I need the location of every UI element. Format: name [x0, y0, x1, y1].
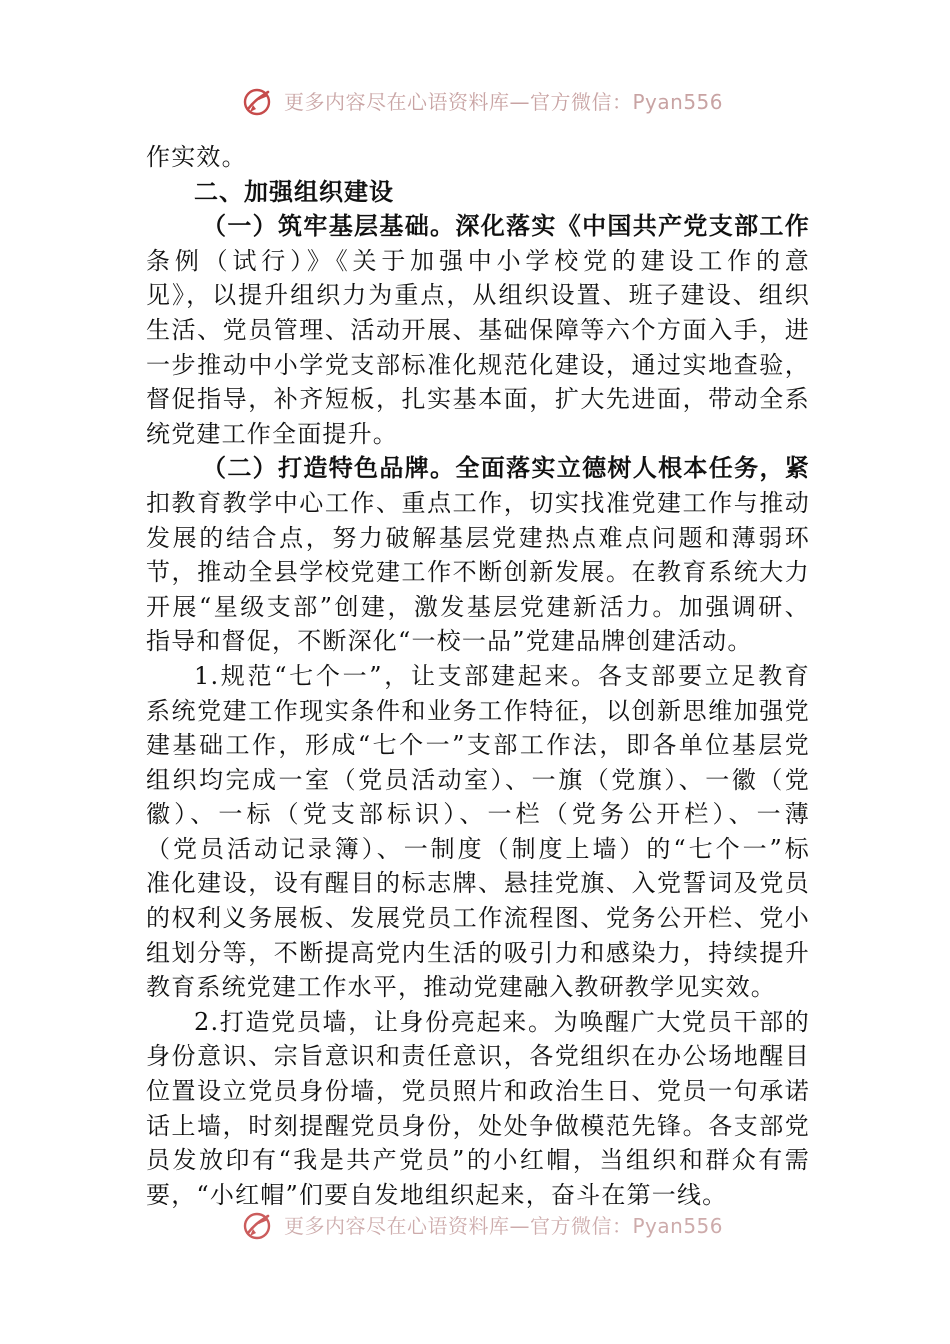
subsection-line: （二）打造特色品牌。全面落实立德树人根本任务，紧 [202, 453, 810, 483]
body-line: 开展“星级支部”创建，激发基层党建新活力。加强调研、 [146, 592, 810, 621]
top-watermark [240, 85, 760, 119]
body-line: 发展的结合点，努力破解基层党建热点难点问题和薄弱环 [146, 523, 810, 552]
body-line: 话上墙，时刻提醒党员身份，处处争做模范先锋。各支部党 [146, 1111, 810, 1140]
body-line: 系统党建工作现实条件和业务工作特征，以创新思维加强党 [146, 696, 810, 725]
body-line: 作实效。 [146, 143, 247, 171]
numbered-point-line: 1.规范“七个一”，让支部建起来。各支部要立足教育 [194, 661, 810, 690]
subsection-line: （一）筑牢基层基础。深化落实《中国共产党支部工作 [202, 211, 810, 241]
body-line: 见》，以提升组织力为重点，从组织设置、班子建设、组织 [146, 281, 810, 310]
body-line: 指导和督促，不断深化“一校一品”党建品牌创建活动。 [146, 627, 753, 656]
body-line: 建基础工作，形成“七个一”支部工作法，即各单位基层党 [146, 731, 810, 760]
body-line: 位置设立党员身份墙，党员照片和政治生日、党员一句承诺 [146, 1077, 810, 1106]
body-line: 的权利义务展板、发展党员工作流程图、党务公开栏、党小 [146, 904, 810, 933]
body-line: 教育系统党建工作水平，推动党建融入教研教学见实效。 [146, 973, 776, 1002]
body-line: 身份意识、宗旨意识和责任意识，各党组织在办公场地醒目 [146, 1042, 810, 1071]
body-line: 扣教育教学中心工作、重点工作，切实找准党建工作与推动 [146, 488, 810, 517]
body-line: 一步推动中小学党支部标准化规范化建设，通过实地查验， [146, 350, 810, 379]
section-heading: 二、加强组织建设 [194, 177, 394, 206]
brand-logo-icon [240, 1209, 274, 1243]
body-line: 统党建工作全面提升。 [146, 419, 398, 448]
bottom-watermark [240, 1209, 760, 1243]
body-line: 员发放印有“我是共产党员”的小红帽，当组织和群众有需 [146, 1146, 810, 1175]
body-line: 条例（试行）》《关于加强中小学校党的建设工作的意 [146, 246, 810, 275]
body-line: 生活、党员管理、活动开展、基础保障等六个方面入手，进 [146, 315, 810, 344]
bottom-watermark-text: 更多内容尽在心语资料库—官方微信：Pyan556 [284, 1214, 724, 1238]
numbered-point-line: 2.打造党员墙，让身份亮起来。为唤醒广大党员干部的 [194, 1007, 810, 1036]
top-watermark-text: 更多内容尽在心语资料库—官方微信：Pyan556 [284, 90, 724, 114]
brand-logo-icon [240, 85, 274, 119]
body-line: （党员活动记录簿）、一制度（制度上墙）的“七个一”标 [146, 834, 810, 863]
body-line: 组划分等，不断提高党内生活的吸引力和感染力，持续提升 [146, 938, 810, 967]
body-line: 组织均完成一室（党员活动室）、一旗（党旗）、一徽（党 [146, 765, 810, 794]
body-line: 督促指导，补齐短板，扎实基本面，扩大先进面，带动全系 [146, 385, 810, 414]
document-body [146, 140, 810, 1212]
body-line: 节，推动全县学校党建工作不断创新发展。在教育系统大力 [146, 558, 810, 587]
body-line: 徽）、一标（党支部标识）、一栏（党务公开栏）、一薄 [146, 800, 810, 829]
body-line: 准化建设，设有醒目的标志牌、悬挂党旗、入党誓词及党员 [146, 869, 810, 898]
body-line: 要，“小红帽”们要自发地组织起来，奋斗在第一线。 [146, 1180, 728, 1209]
